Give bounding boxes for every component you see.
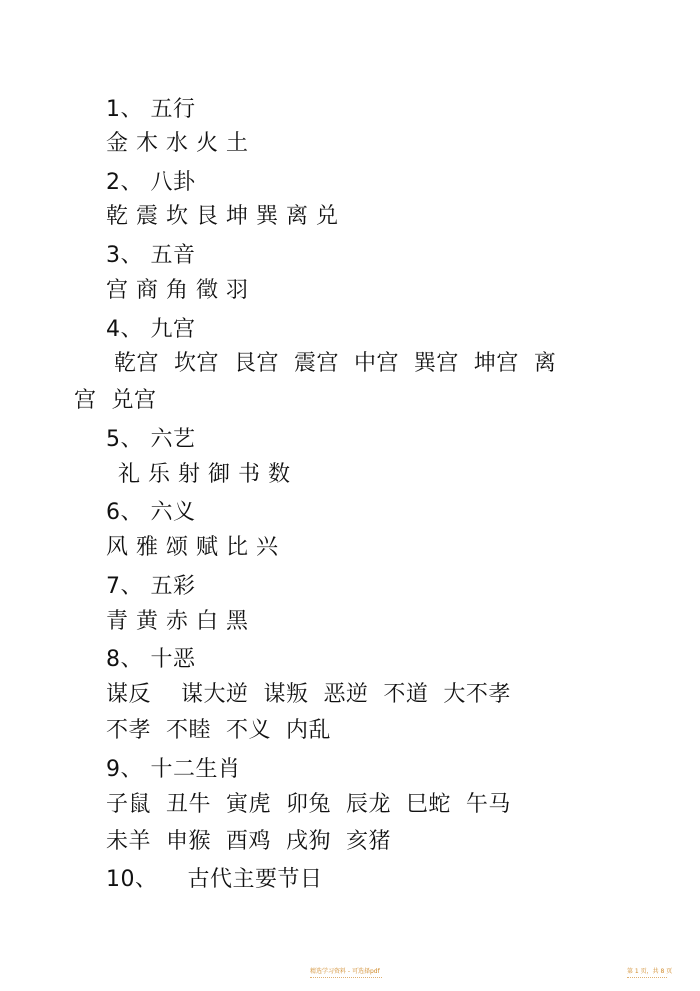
section-content: 青 黄 赤 白 黑 bbox=[106, 609, 249, 634]
section-content: 子鼠 丑牛 寅虎 卯兔 辰龙 巳蛇 午马 bbox=[106, 792, 511, 817]
footer-rule-right bbox=[627, 977, 667, 978]
section-heading: 8、 十恶 bbox=[106, 647, 196, 672]
footer-left-text: 精选学习资料 - 可选择pdf bbox=[310, 968, 380, 975]
section-content: 礼 乐 射 御 书 数 bbox=[118, 462, 291, 487]
section-heading: 7、 五彩 bbox=[106, 574, 196, 599]
section-content: 乾宫 坎宫 艮宫 震宫 中宫 巽宫 坤宫 离 bbox=[114, 351, 557, 376]
section-heading: 10、 古代主要节日 bbox=[106, 867, 323, 892]
section-heading: 3、 五音 bbox=[106, 243, 196, 268]
section-content: 谋反 谋大逆 谋叛 恶逆 不道 大不孝 bbox=[106, 682, 511, 707]
section-content: 风 雅 颂 赋 比 兴 bbox=[106, 535, 279, 560]
footer-page-number: 第 1 页，共 8 页 bbox=[627, 968, 673, 975]
section-content: 宫 商 角 徵 羽 bbox=[106, 278, 249, 303]
section-content: 乾 震 坎 艮 坤 巽 离 兑 bbox=[106, 204, 339, 229]
section-content: 金 木 水 火 土 bbox=[106, 131, 249, 156]
section-heading: 9、 十二生肖 bbox=[106, 757, 241, 782]
section-heading: 1、 五行 bbox=[106, 97, 196, 122]
section-heading: 2、 八卦 bbox=[106, 170, 196, 195]
section-content-wrap: 宫 兑宫 bbox=[74, 388, 157, 413]
section-heading: 4、 九宫 bbox=[106, 317, 196, 342]
section-content: 不孝 不睦 不义 内乱 bbox=[106, 718, 331, 743]
section-heading: 6、 六义 bbox=[106, 500, 196, 525]
section-heading: 5、 六艺 bbox=[106, 427, 196, 452]
section-content: 未羊 申猴 酉鸡 戌狗 亥猪 bbox=[106, 829, 391, 854]
footer-rule-left bbox=[310, 977, 382, 978]
